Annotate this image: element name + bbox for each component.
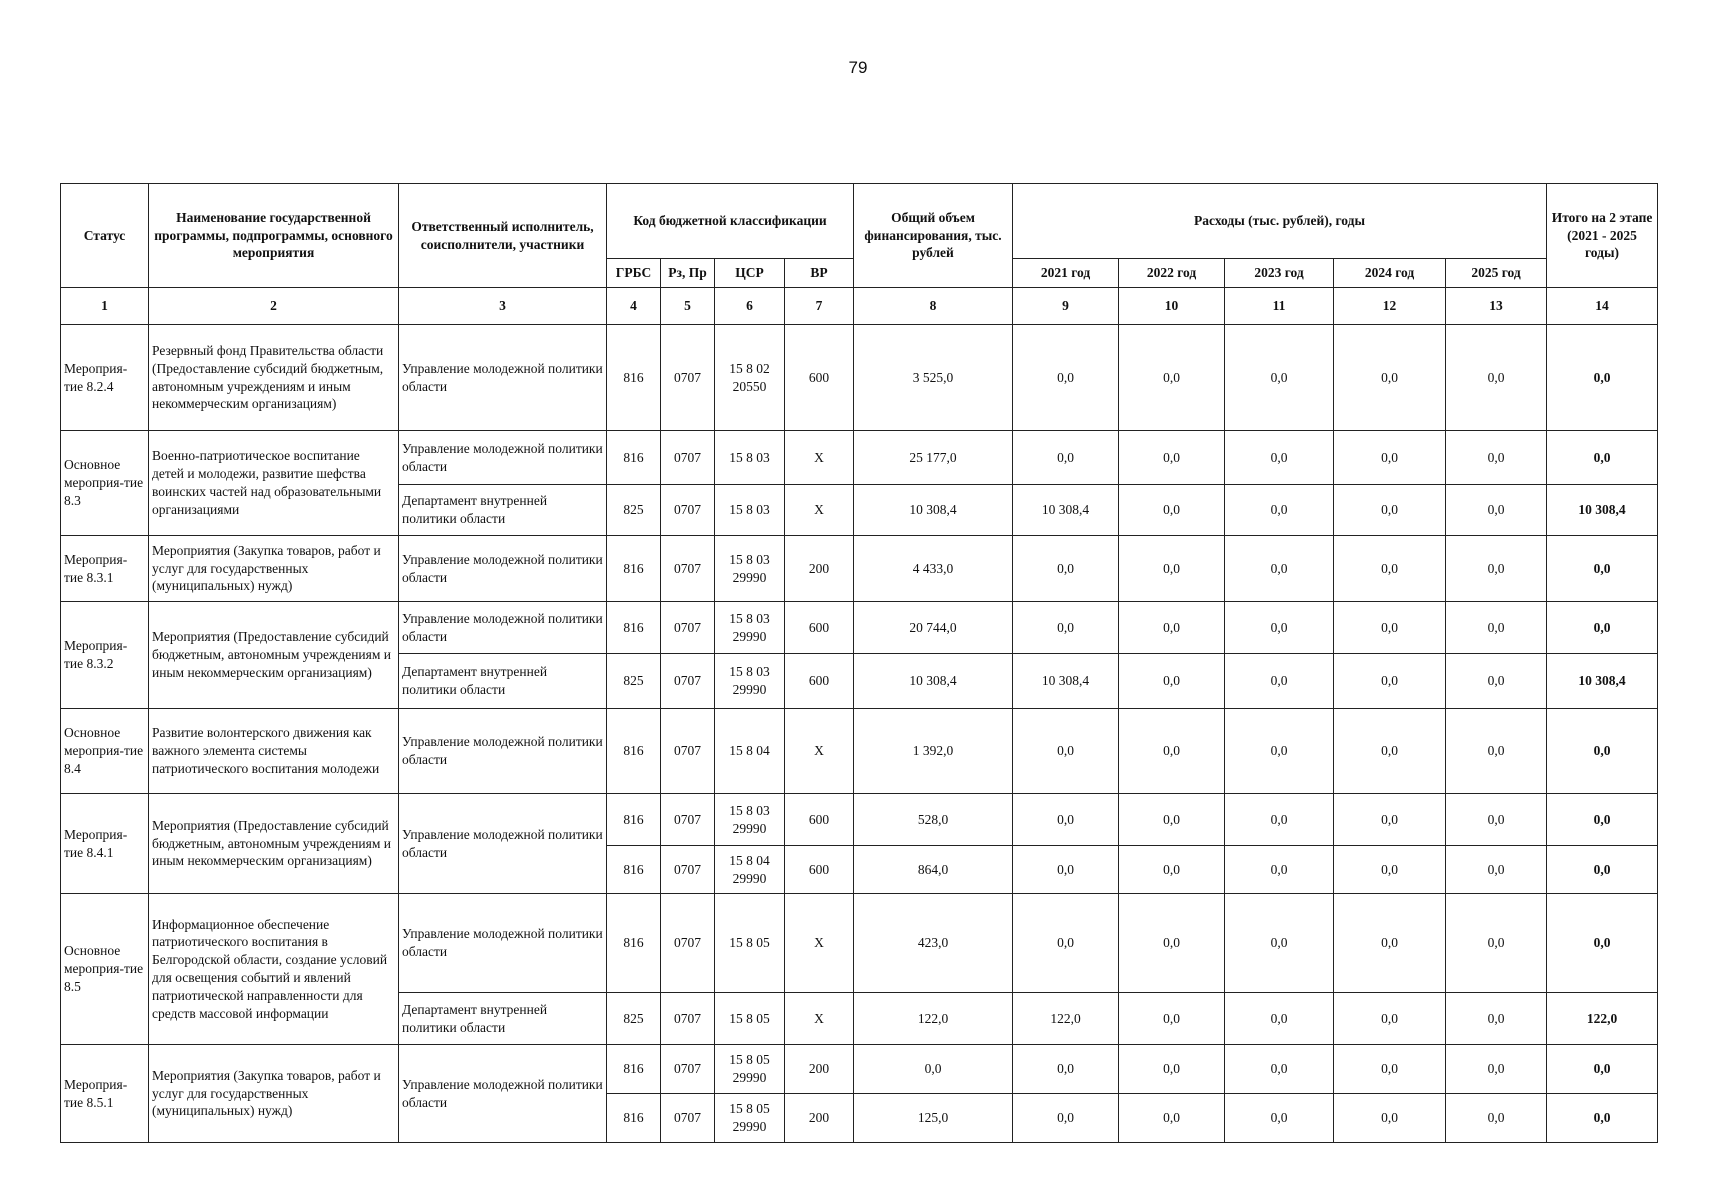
status-cell: Мероприя-тие 8.2.4 <box>61 325 149 431</box>
rzpr-cell: 0707 <box>661 602 715 654</box>
column-number: 12 <box>1334 288 1446 325</box>
total-cell: 4 433,0 <box>854 536 1013 602</box>
column-number: 3 <box>399 288 607 325</box>
header-expenses: Расходы (тыс. рублей), годы <box>1013 184 1547 259</box>
column-number: 10 <box>1119 288 1225 325</box>
itogo-cell: 0,0 <box>1547 846 1658 894</box>
column-number: 11 <box>1225 288 1334 325</box>
y2021-cell: 0,0 <box>1013 1094 1119 1143</box>
csr-cell: 15 8 03 <box>715 431 785 485</box>
y2025-cell: 0,0 <box>1446 1094 1547 1143</box>
vr-cell: X <box>785 485 854 536</box>
rzpr-cell: 0707 <box>661 993 715 1045</box>
grbs-cell: 816 <box>607 602 661 654</box>
y2024-cell: 0,0 <box>1334 654 1446 709</box>
y2025-cell: 0,0 <box>1446 1045 1547 1094</box>
column-number-row <box>61 288 1658 325</box>
y2023-cell: 0,0 <box>1225 602 1334 654</box>
name-cell: Мероприятия (Закупка товаров, работ и услуг для государственных (муниципальных) нужд) <box>149 1045 399 1143</box>
csr-cell: 15 8 05 29990 <box>715 1045 785 1094</box>
y2025-cell: 0,0 <box>1446 485 1547 536</box>
y2025-cell: 0,0 <box>1446 794 1547 846</box>
grbs-cell: 816 <box>607 794 661 846</box>
total-cell: 10 308,4 <box>854 654 1013 709</box>
rzpr-cell: 0707 <box>661 846 715 894</box>
itogo-cell: 10 308,4 <box>1547 485 1658 536</box>
grbs-cell: 816 <box>607 894 661 993</box>
header-executor: Ответственный исполнитель, соисполнители, участники <box>399 184 607 288</box>
name-cell: Развитие волонтерского движения как важного элемента системы патриотического воспитания молодежи <box>149 709 399 794</box>
rzpr-cell: 0707 <box>661 1094 715 1143</box>
header-csr: ЦСР <box>715 259 785 288</box>
total-cell: 10 308,4 <box>854 485 1013 536</box>
executor-cell: Управление молодежной политики области <box>399 794 607 894</box>
header-budget-code: Код бюджетной классификации <box>607 184 854 259</box>
y2024-cell: 0,0 <box>1334 485 1446 536</box>
csr-cell: 15 8 03 <box>715 485 785 536</box>
itogo-cell: 0,0 <box>1547 894 1658 993</box>
y2022-cell: 0,0 <box>1119 602 1225 654</box>
header-grbs: ГРБС <box>607 259 661 288</box>
vr-cell: 600 <box>785 325 854 431</box>
header-rzpr: Рз, Пр <box>661 259 715 288</box>
executor-cell: Управление молодежной политики области <box>399 325 607 431</box>
total-cell: 0,0 <box>854 1045 1013 1094</box>
y2024-cell: 0,0 <box>1334 709 1446 794</box>
csr-cell: 15 8 03 29990 <box>715 794 785 846</box>
column-number: 9 <box>1013 288 1119 325</box>
y2023-cell: 0,0 <box>1225 431 1334 485</box>
header-2021: 2021 год <box>1013 259 1119 288</box>
itogo-cell: 0,0 <box>1547 325 1658 431</box>
executor-cell: Управление молодежной политики области <box>399 894 607 993</box>
csr-cell: 15 8 04 <box>715 709 785 794</box>
y2025-cell: 0,0 <box>1446 654 1547 709</box>
table-row <box>61 709 1658 794</box>
header-2023: 2023 год <box>1225 259 1334 288</box>
name-cell: Мероприятия (Предоставление субсидий бюджетным, автономным учреждениям и иным некоммерческим организациям) <box>149 794 399 894</box>
executor-cell: Управление молодежной политики области <box>399 1045 607 1143</box>
y2025-cell: 0,0 <box>1446 325 1547 431</box>
y2021-cell: 122,0 <box>1013 993 1119 1045</box>
executor-cell: Управление молодежной политики области <box>399 602 607 654</box>
grbs-cell: 825 <box>607 485 661 536</box>
itogo-cell: 0,0 <box>1547 431 1658 485</box>
y2023-cell: 0,0 <box>1225 1045 1334 1094</box>
executor-cell: Департамент внутренней политики области <box>399 654 607 709</box>
itogo-cell: 0,0 <box>1547 1094 1658 1143</box>
grbs-cell: 816 <box>607 846 661 894</box>
executor-cell: Управление молодежной политики области <box>399 536 607 602</box>
y2024-cell: 0,0 <box>1334 325 1446 431</box>
y2025-cell: 0,0 <box>1446 602 1547 654</box>
y2022-cell: 0,0 <box>1119 1045 1225 1094</box>
itogo-cell: 122,0 <box>1547 993 1658 1045</box>
vr-cell: X <box>785 709 854 794</box>
vr-cell: X <box>785 431 854 485</box>
y2025-cell: 0,0 <box>1446 846 1547 894</box>
name-cell: Информационное обеспечение патриотического воспитания в Белгородской области, создание условий для освещения событий и явлений патриотической направленности для средств массовой информации <box>149 894 399 1045</box>
status-cell: Основное мероприя-тие 8.5 <box>61 894 149 1045</box>
total-cell: 423,0 <box>854 894 1013 993</box>
y2023-cell: 0,0 <box>1225 709 1334 794</box>
rzpr-cell: 0707 <box>661 325 715 431</box>
grbs-cell: 825 <box>607 654 661 709</box>
vr-cell: 200 <box>785 1045 854 1094</box>
column-number: 13 <box>1446 288 1547 325</box>
header-status: Статус <box>61 184 149 288</box>
table-row <box>61 602 1658 654</box>
y2021-cell: 0,0 <box>1013 1045 1119 1094</box>
rzpr-cell: 0707 <box>661 536 715 602</box>
status-cell: Мероприя-тие 8.3.2 <box>61 602 149 709</box>
y2024-cell: 0,0 <box>1334 993 1446 1045</box>
y2022-cell: 0,0 <box>1119 894 1225 993</box>
y2023-cell: 0,0 <box>1225 846 1334 894</box>
grbs-cell: 816 <box>607 709 661 794</box>
executor-cell: Департамент внутренней политики области <box>399 485 607 536</box>
y2023-cell: 0,0 <box>1225 894 1334 993</box>
itogo-cell: 0,0 <box>1547 794 1658 846</box>
table-row <box>61 794 1658 846</box>
y2022-cell: 0,0 <box>1119 536 1225 602</box>
rzpr-cell: 0707 <box>661 709 715 794</box>
y2024-cell: 0,0 <box>1334 431 1446 485</box>
table-row <box>61 536 1658 602</box>
rzpr-cell: 0707 <box>661 894 715 993</box>
y2023-cell: 0,0 <box>1225 325 1334 431</box>
table-body <box>61 288 1658 1143</box>
y2024-cell: 0,0 <box>1334 794 1446 846</box>
budget-table <box>60 183 1658 1143</box>
csr-cell: 15 8 03 29990 <box>715 602 785 654</box>
y2022-cell: 0,0 <box>1119 1094 1225 1143</box>
column-number: 1 <box>61 288 149 325</box>
column-number: 7 <box>785 288 854 325</box>
status-cell: Мероприя-тие 8.4.1 <box>61 794 149 894</box>
y2025-cell: 0,0 <box>1446 536 1547 602</box>
header-2025: 2025 год <box>1446 259 1547 288</box>
grbs-cell: 816 <box>607 431 661 485</box>
y2024-cell: 0,0 <box>1334 1094 1446 1143</box>
column-number: 4 <box>607 288 661 325</box>
y2023-cell: 0,0 <box>1225 536 1334 602</box>
itogo-cell: 10 308,4 <box>1547 654 1658 709</box>
status-cell: Мероприя-тие 8.5.1 <box>61 1045 149 1143</box>
column-number: 6 <box>715 288 785 325</box>
y2022-cell: 0,0 <box>1119 993 1225 1045</box>
vr-cell: 200 <box>785 536 854 602</box>
y2024-cell: 0,0 <box>1334 894 1446 993</box>
y2022-cell: 0,0 <box>1119 794 1225 846</box>
status-cell: Основное мероприя-тие 8.4 <box>61 709 149 794</box>
y2021-cell: 0,0 <box>1013 536 1119 602</box>
y2024-cell: 0,0 <box>1334 536 1446 602</box>
name-cell: Резервный фонд Правительства области (Предоставление субсидий бюджетным, автономным учреждениям и иным некоммерческим организациям) <box>149 325 399 431</box>
y2023-cell: 0,0 <box>1225 993 1334 1045</box>
header-name: Наименование государственной программы, подпрограммы, основного мероприятия <box>149 184 399 288</box>
name-cell: Военно-патриотическое воспитание детей и молодежи, развитие шефства воинских частей над образовательными организациями <box>149 431 399 536</box>
rzpr-cell: 0707 <box>661 1045 715 1094</box>
itogo-cell: 0,0 <box>1547 602 1658 654</box>
y2023-cell: 0,0 <box>1225 485 1334 536</box>
rzpr-cell: 0707 <box>661 431 715 485</box>
y2021-cell: 0,0 <box>1013 846 1119 894</box>
y2021-cell: 0,0 <box>1013 794 1119 846</box>
csr-cell: 15 8 03 29990 <box>715 654 785 709</box>
header-itogo: Итого на 2 этапе (2021 - 2025 годы) <box>1547 184 1658 288</box>
table-row <box>61 325 1658 431</box>
csr-cell: 15 8 03 29990 <box>715 536 785 602</box>
executor-cell: Управление молодежной политики области <box>399 431 607 485</box>
y2025-cell: 0,0 <box>1446 431 1547 485</box>
y2022-cell: 0,0 <box>1119 654 1225 709</box>
csr-cell: 15 8 05 <box>715 894 785 993</box>
grbs-cell: 816 <box>607 1094 661 1143</box>
page-number: 79 <box>848 58 868 77</box>
itogo-cell: 0,0 <box>1547 1045 1658 1094</box>
table-row <box>61 431 1658 485</box>
itogo-cell: 0,0 <box>1547 536 1658 602</box>
column-number: 5 <box>661 288 715 325</box>
grbs-cell: 816 <box>607 325 661 431</box>
csr-cell: 15 8 04 29990 <box>715 846 785 894</box>
y2021-cell: 0,0 <box>1013 602 1119 654</box>
y2025-cell: 0,0 <box>1446 709 1547 794</box>
csr-cell: 15 8 05 <box>715 993 785 1045</box>
name-cell: Мероприятия (Закупка товаров, работ и услуг для государственных (муниципальных) нужд) <box>149 536 399 602</box>
y2024-cell: 0,0 <box>1334 602 1446 654</box>
status-cell: Основное мероприя-тие 8.3 <box>61 431 149 536</box>
total-cell: 125,0 <box>854 1094 1013 1143</box>
header-2024: 2024 год <box>1334 259 1446 288</box>
y2025-cell: 0,0 <box>1446 993 1547 1045</box>
header-vr: ВР <box>785 259 854 288</box>
total-cell: 3 525,0 <box>854 325 1013 431</box>
y2024-cell: 0,0 <box>1334 846 1446 894</box>
y2022-cell: 0,0 <box>1119 485 1225 536</box>
grbs-cell: 816 <box>607 1045 661 1094</box>
column-number: 8 <box>854 288 1013 325</box>
y2021-cell: 0,0 <box>1013 431 1119 485</box>
itogo-cell: 0,0 <box>1547 709 1658 794</box>
y2021-cell: 0,0 <box>1013 894 1119 993</box>
grbs-cell: 825 <box>607 993 661 1045</box>
grbs-cell: 816 <box>607 536 661 602</box>
vr-cell: X <box>785 993 854 1045</box>
y2021-cell: 0,0 <box>1013 709 1119 794</box>
total-cell: 20 744,0 <box>854 602 1013 654</box>
vr-cell: 600 <box>785 846 854 894</box>
total-cell: 864,0 <box>854 846 1013 894</box>
y2021-cell: 10 308,4 <box>1013 654 1119 709</box>
vr-cell: X <box>785 894 854 993</box>
csr-cell: 15 8 02 20550 <box>715 325 785 431</box>
executor-cell: Управление молодежной политики области <box>399 709 607 794</box>
total-cell: 1 392,0 <box>854 709 1013 794</box>
vr-cell: 200 <box>785 1094 854 1143</box>
column-number: 2 <box>149 288 399 325</box>
y2021-cell: 10 308,4 <box>1013 485 1119 536</box>
y2022-cell: 0,0 <box>1119 846 1225 894</box>
y2025-cell: 0,0 <box>1446 894 1547 993</box>
total-cell: 122,0 <box>854 993 1013 1045</box>
rzpr-cell: 0707 <box>661 794 715 846</box>
vr-cell: 600 <box>785 794 854 846</box>
rzpr-cell: 0707 <box>661 654 715 709</box>
y2023-cell: 0,0 <box>1225 654 1334 709</box>
y2023-cell: 0,0 <box>1225 794 1334 846</box>
status-cell: Мероприя-тие 8.3.1 <box>61 536 149 602</box>
y2022-cell: 0,0 <box>1119 325 1225 431</box>
table-row <box>61 1045 1658 1094</box>
y2023-cell: 0,0 <box>1225 1094 1334 1143</box>
executor-cell: Департамент внутренней политики области <box>399 993 607 1045</box>
name-cell: Мероприятия (Предоставление субсидий бюджетным, автономным учреждениям и иным некоммерческим организациям) <box>149 602 399 709</box>
header-2022: 2022 год <box>1119 259 1225 288</box>
y2022-cell: 0,0 <box>1119 431 1225 485</box>
csr-cell: 15 8 05 29990 <box>715 1094 785 1143</box>
header-total: Общий объем финансирования, тыс. рублей <box>854 184 1013 288</box>
total-cell: 528,0 <box>854 794 1013 846</box>
y2024-cell: 0,0 <box>1334 1045 1446 1094</box>
column-number: 14 <box>1547 288 1658 325</box>
y2021-cell: 0,0 <box>1013 325 1119 431</box>
vr-cell: 600 <box>785 654 854 709</box>
rzpr-cell: 0707 <box>661 485 715 536</box>
vr-cell: 600 <box>785 602 854 654</box>
y2022-cell: 0,0 <box>1119 709 1225 794</box>
table-row <box>61 894 1658 993</box>
total-cell: 25 177,0 <box>854 431 1013 485</box>
